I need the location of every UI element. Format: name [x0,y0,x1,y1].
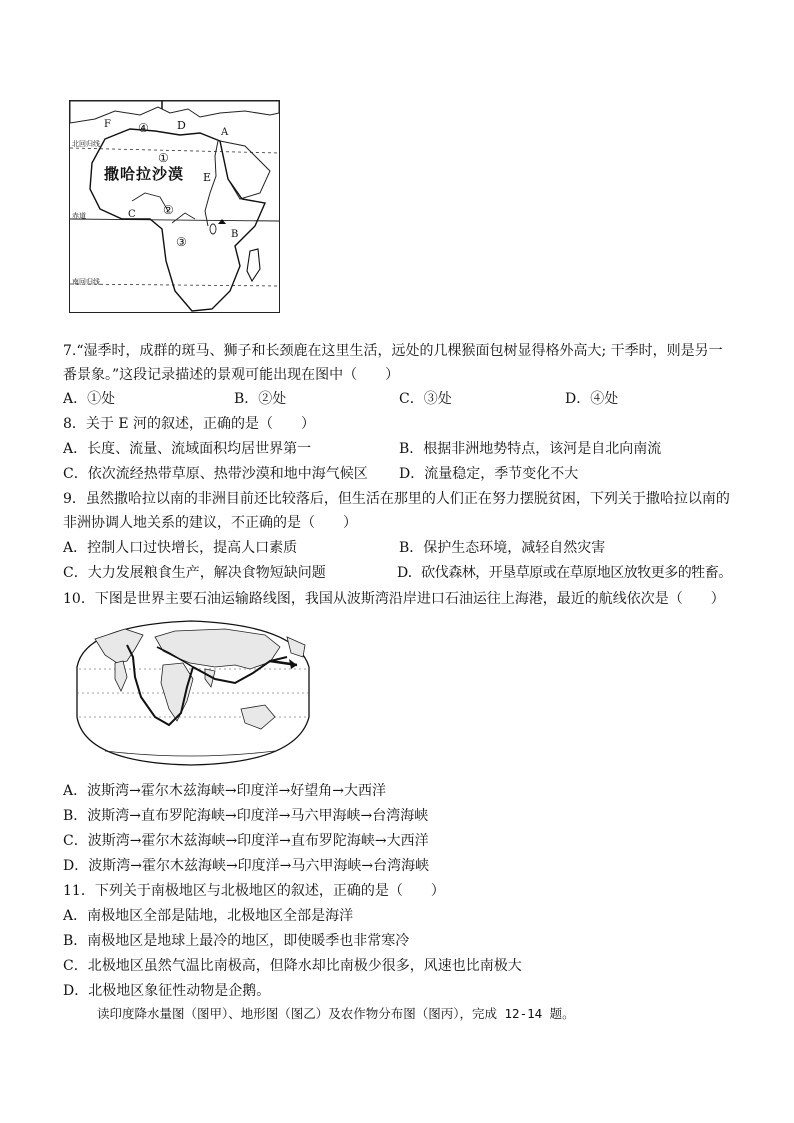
world-oil-route-map [65,617,317,768]
q7-stem-line2: 番景象。”这段记录描述的景观可能出现在图中（ ） [63,367,400,383]
tropic-south-label: 南回归线 [72,278,100,286]
q7-stem-line1: 7.“湿季时，成群的斑马、狮子和长颈鹿在这里生活，远处的几棵猴面包树显得格外高大; 干季时，则是另一 [63,343,723,359]
q8-option-d[interactable]: D．流量稳定，季节变化不大 [399,466,579,482]
q8-option-c[interactable]: C．依次流经热带草原、热带沙漠和地中海气候区 [63,466,368,482]
label-F: F [104,119,111,130]
sahara-label: 撒哈拉沙漠 [104,165,185,183]
world-map-drawing [65,617,317,768]
label-circle-3: ③ [176,235,187,249]
q8-option-b[interactable]: B．根据非洲地势特点，该河是自北向南流 [399,441,662,457]
label-circle-4: ④ [138,121,149,135]
label-circle-1: ① [158,151,169,165]
q11-option-d[interactable]: D．北极地区象征性动物是企鹅。 [63,983,271,999]
reading-instruction: 读印度降水量图（图甲）、地形图（图乙）及农作物分布图（图丙），完成 12-14 题。 [97,1006,575,1021]
label-circle-2: ② [163,203,174,217]
q8-option-a[interactable]: A．长度、流量、流域面积均居世界第一 [63,441,312,457]
equator-label: 赤道 [72,212,86,220]
q9-option-d[interactable]: D．砍伐森林，开垦草原或在草原地区放牧更多的牲畜。 [397,565,732,581]
label-A: A [221,127,229,138]
q9-stem-line2: 非洲协调人地关系的建议，不正确的是（ ） [63,515,357,531]
q11-option-b[interactable]: B．南极地区是地球上最冷的地区，即使暖季也非常寒冷 [63,933,410,949]
q10-option-d[interactable]: D．波斯湾→霍尔木兹海峡→印度洋→马六甲海峡→台湾海峡 [63,858,430,874]
q11-option-a[interactable]: A．南极地区全部是陆地，北极地区全部是海洋 [63,908,354,924]
q9-option-a[interactable]: A．控制人口过快增长，提高人口素质 [63,540,298,556]
q11-option-c[interactable]: C．北极地区虽然气温比南极高，但降水却比南极少很多，风速也比南极大 [63,958,522,974]
q7-option-c[interactable]: C．③处 [399,391,452,407]
q7-option-a[interactable]: A．①处 [63,391,116,407]
q8-stem: 8．关于 E 河的叙述，正确的是（ ） [63,416,316,432]
label-D: D [177,119,186,132]
q10-option-a[interactable]: A．波斯湾→霍尔木兹海峡→印度洋→好望角→大西洋 [63,783,387,799]
q9-option-b[interactable]: B．保护生态环境，减轻自然灾害 [399,540,606,556]
q9-stem-line1: 9．虽然撒哈拉以南的非洲目前还比较落后，但生活在那里的人们正在努力摆脱贫困，下列关于撒哈拉以南的 [63,491,730,507]
africa-map [69,100,280,313]
label-E: E [203,171,212,184]
label-C: C [128,209,136,220]
q10-option-b[interactable]: B．波斯湾→直布罗陀海峡→印度洋→马六甲海峡→台湾海峡 [63,808,429,824]
q11-stem: 11．下列关于南极地区与北极地区的叙述，正确的是（ ） [63,883,445,899]
q10-option-c[interactable]: C．波斯湾→霍尔木兹海峡→印度洋→直布罗陀海峡→大西洋 [63,833,429,849]
q7-option-d[interactable]: D．④处 [565,391,619,407]
africa-outline [70,101,279,312]
tropic-north-label: 北回归线 [72,140,100,148]
q10-stem: 10．下图是世界主要石油运输路线图，我国从波斯湾沿岸进口石油运往上海港，最近的航线依次是（ ） [63,591,725,607]
q7-option-b[interactable]: B．②处 [234,391,287,407]
q9-option-c[interactable]: C．大力发展粮食生产，解决食物短缺问题 [63,565,326,581]
label-B: B [231,229,239,240]
